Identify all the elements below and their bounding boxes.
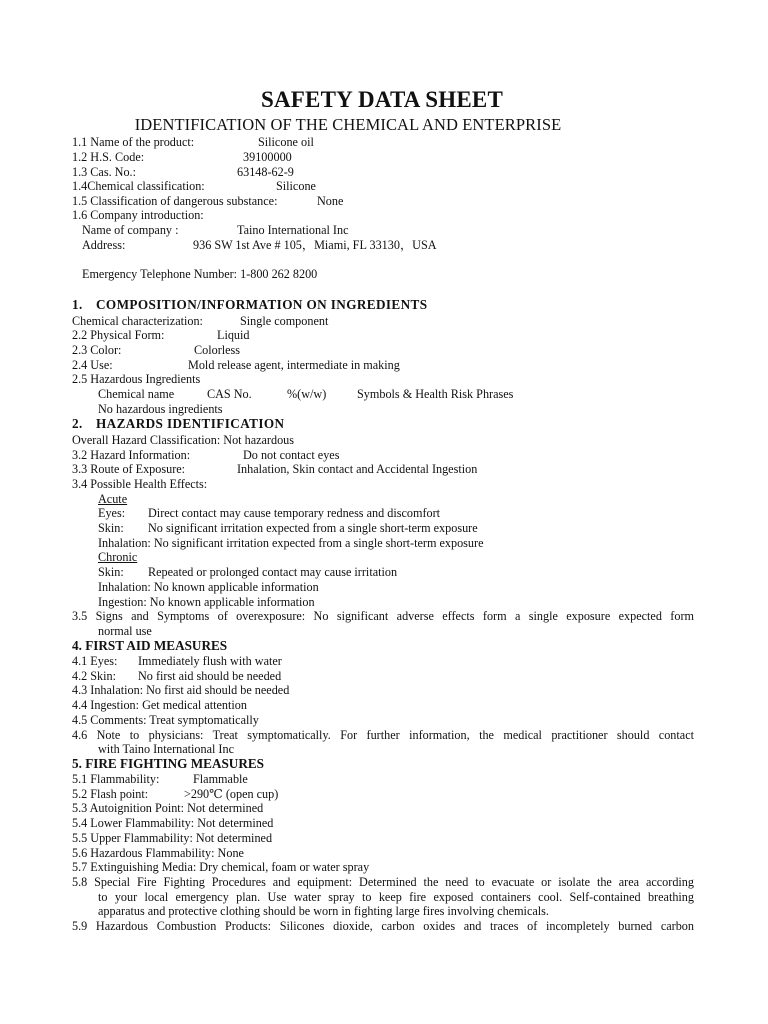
extinguishing-media: 5.7 Extinguishing Media: Dry chemical, foam or water spray (72, 860, 370, 874)
acute-heading: Acute (98, 492, 128, 506)
chem-class-label: 1.4Chemical classification: (72, 179, 205, 193)
route-exposure-label: 3.3 Route of Exposure: (72, 462, 186, 476)
cas-no-label: 1.3 Cas. No.: (72, 165, 136, 179)
hs-code-value: 39100000 (243, 150, 292, 164)
chem-char-label: Chemical characterization: (72, 314, 203, 328)
acute-inhalation: Inhalation: No significant irritation expected from a single short-term exposure (98, 536, 484, 550)
symptoms-line-2: normal use (98, 624, 152, 638)
no-hazardous-ingredients: No hazardous ingredients (98, 402, 223, 416)
acute-eyes-label: Eyes: (98, 506, 126, 520)
physician-note-line-1: 4.6 Note to physicians: Treat symptomatically. For further information, the medical practitioner should contact (72, 728, 694, 742)
lower-flammability: 5.4 Lower Flammability: Not determined (72, 816, 274, 830)
color-label: 2.3 Color: (72, 343, 122, 357)
cas-no-value: 63148-62-9 (237, 165, 294, 179)
flammability-label: 5.1 Flammability: (72, 772, 160, 786)
hs-code-label: 1.2 H.S. Code: (72, 150, 145, 164)
autoignition-point: 5.3 Autoignition Point: Not determined (72, 801, 264, 815)
section2-heading: HAZARDS IDENTIFICATION (96, 416, 285, 431)
address-label: Address: (82, 238, 126, 252)
special-procedures-line-1: 5.8 Special Fire Fighting Procedures and equipment: Determined the need to evacuate or isolate the area according (72, 875, 694, 889)
danger-class-value: None (317, 194, 344, 208)
document-title: SAFETY DATA SHEET (261, 87, 503, 112)
hazard-info-value: Do not contact eyes (243, 448, 340, 462)
hazard-info-label: 3.2 Hazard Information: (72, 448, 191, 462)
color-value: Colorless (194, 343, 241, 357)
hazardous-ingredients-label: 2.5 Hazardous Ingredients (72, 372, 201, 386)
first-aid-eyes-value: Immediately flush with water (138, 654, 282, 668)
route-exposure-value: Inhalation, Skin contact and Accidental Ingestion (237, 462, 478, 476)
document-subtitle: IDENTIFICATION OF THE CHEMICAL AND ENTERPRISE (134, 115, 562, 134)
section5-heading: 5. FIRE FIGHTING MEASURES (72, 756, 264, 771)
upper-flammability: 5.5 Upper Flammability: Not determined (72, 831, 273, 845)
first-aid-skin-value: No first aid should be needed (138, 669, 282, 683)
product-name-value: Silicone oil (258, 135, 314, 149)
section2-number: 2. (72, 416, 83, 431)
use-label: 2.4 Use: (72, 358, 113, 372)
combustion-products: 5.9 Hazardous Combustion Products: Silicones dioxide, carbon oxides and traces of incompletely burned carbon (72, 919, 694, 933)
special-procedures-line-2: to your local emergency plan. Use water spray to keep fire exposed containers cool. Self-contained breathing (98, 890, 694, 904)
company-intro-label: 1.6 Company introduction: (72, 208, 204, 222)
first-aid-comments: 4.5 Comments: Treat symptomatically (72, 713, 259, 727)
chem-class-value: Silicone (276, 179, 316, 193)
section4-heading: 4. FIRST AID MEASURES (72, 638, 228, 653)
physical-form-value: Liquid (217, 328, 250, 342)
chem-char-value: Single component (240, 314, 329, 328)
col-cas-no: CAS No. (207, 387, 252, 401)
physician-note-line-2: with Taino International Inc (98, 742, 234, 756)
flammability-value: Flammable (193, 772, 248, 786)
hazardous-flammability: 5.6 Hazardous Flammability: None (72, 846, 244, 860)
company-name-label: Name of company : (82, 223, 179, 237)
section1-number: 1. (72, 297, 83, 312)
first-aid-inhalation: 4.3 Inhalation: No first aid should be needed (72, 683, 290, 697)
col-symbols: Symbols & Health Risk Phrases (357, 387, 514, 401)
use-value: Mold release agent, intermediate in making (188, 358, 400, 372)
flash-point-label: 5.2 Flash point: (72, 787, 149, 801)
address-value: 936 SW 1st Ave # 105，Miami, FL 33130，USA (193, 238, 437, 252)
col-chemical-name: Chemical name (98, 387, 175, 401)
chronic-skin-label: Skin: (98, 565, 124, 579)
chronic-skin-value: Repeated or prolonged contact may cause irritation (148, 565, 398, 579)
overall-hazard: Overall Hazard Classification: Not hazardous (72, 433, 295, 447)
chronic-inhalation: Inhalation: No known applicable information (98, 580, 319, 594)
first-aid-ingestion: 4.4 Ingestion: Get medical attention (72, 698, 247, 712)
special-procedures-line-3: apparatus and protective clothing should be worn in fighting large fires involving chemicals. (98, 904, 549, 918)
col-percent: %(w/w) (287, 387, 327, 401)
acute-skin-value: No significant irritation expected from a single short-term exposure (148, 521, 478, 535)
acute-skin-label: Skin: (98, 521, 124, 535)
section1-heading: COMPOSITION/INFORMATION ON INGREDIENTS (96, 297, 428, 312)
danger-class-label: 1.5 Classification of dangerous substance: (72, 194, 278, 208)
first-aid-skin-label: 4.2 Skin: (72, 669, 117, 683)
chronic-ingestion: Ingestion: No known applicable information (98, 595, 315, 609)
acute-eyes-value: Direct contact may cause temporary redness and discomfort (148, 506, 441, 520)
symptoms-line-1: 3.5 Signs and Symptoms of overexposure: No significant adverse effects form a single exposure expected form (72, 609, 694, 623)
product-name-label: 1.1 Name of the product: (72, 135, 195, 149)
company-name-value: Taino International Inc (237, 223, 349, 237)
health-effects-label: 3.4 Possible Health Effects: (72, 477, 208, 491)
chronic-heading: Chronic (98, 550, 138, 564)
flash-point-value: >290℃ (open cup) (184, 787, 279, 801)
emergency-phone: Emergency Telephone Number: 1-800 262 8200 (82, 267, 318, 281)
first-aid-eyes-label: 4.1 Eyes: (72, 654, 118, 668)
physical-form-label: 2.2 Physical Form: (72, 328, 165, 342)
